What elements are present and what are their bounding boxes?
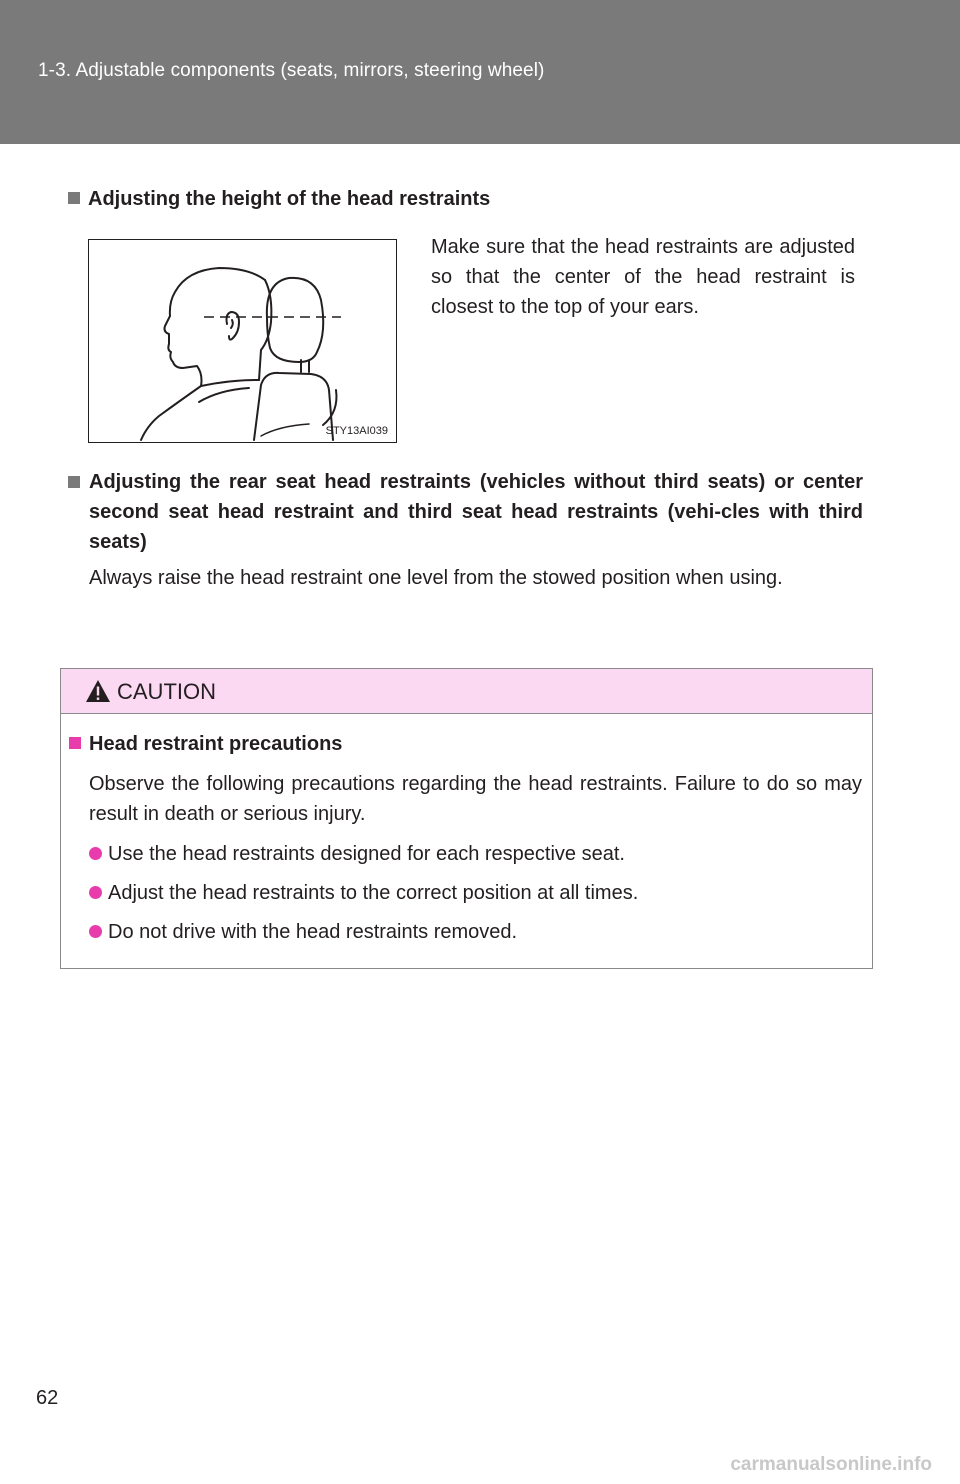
- caution-title: CAUTION: [117, 679, 216, 704]
- caution-list-item: [89, 839, 625, 869]
- bullet-dot-icon: [89, 925, 102, 938]
- caution-item-text: Use the head restraints designed for each respective seat.: [108, 843, 625, 865]
- square-bullet-icon: [69, 737, 81, 749]
- square-bullet-icon: [68, 476, 80, 488]
- section-heading-text: Adjusting the height of the head restraints: [88, 188, 491, 210]
- caution-list-item: [89, 917, 517, 947]
- caution-item-text: Adjust the head restraints to the correct position at all times.: [108, 882, 639, 904]
- caution-heading-text: Head restraint precautions: [89, 733, 343, 755]
- bullet-dot-icon: [89, 847, 102, 860]
- watermark: carmanualsonline.info: [730, 1454, 932, 1475]
- section-heading-height: [68, 184, 490, 214]
- caution-list-item: [89, 878, 638, 908]
- square-bullet-icon: [68, 192, 80, 204]
- caution-box: [60, 668, 873, 969]
- page-header: [0, 0, 960, 144]
- head-restraint-illustration: [89, 240, 397, 443]
- caution-header: [61, 669, 872, 714]
- chapter-title: 1-3. Adjustable components (seats, mirrors, steering wheel): [38, 60, 545, 81]
- warning-triangle-icon: [85, 679, 111, 703]
- section-heading-rear: [68, 467, 863, 557]
- page-number: 62: [36, 1387, 59, 1409]
- section-heading-text: Adjusting the rear seat head restraints (vehicles without third seats) or center second seat head restraint and third seat head restraints (vehi-cles with third seats): [89, 471, 863, 553]
- caution-item-text: Do not drive with the head restraints removed.: [108, 921, 518, 943]
- caution-body: Observe the following precautions regarding the head restraints. Failure to do so may result in death or serious injury.: [89, 773, 862, 825]
- section2-body: Always raise the head restraint one level from the stowed position when using.: [89, 567, 783, 589]
- figure-code: STY13AI039: [325, 425, 388, 437]
- section1-body: Make sure that the head restraints are adjusted so that the center of the head restraint is closest to the top of your ears.: [431, 236, 855, 318]
- head-restraint-figure: [88, 239, 397, 443]
- bullet-dot-icon: [89, 886, 102, 899]
- caution-heading: [69, 729, 342, 759]
